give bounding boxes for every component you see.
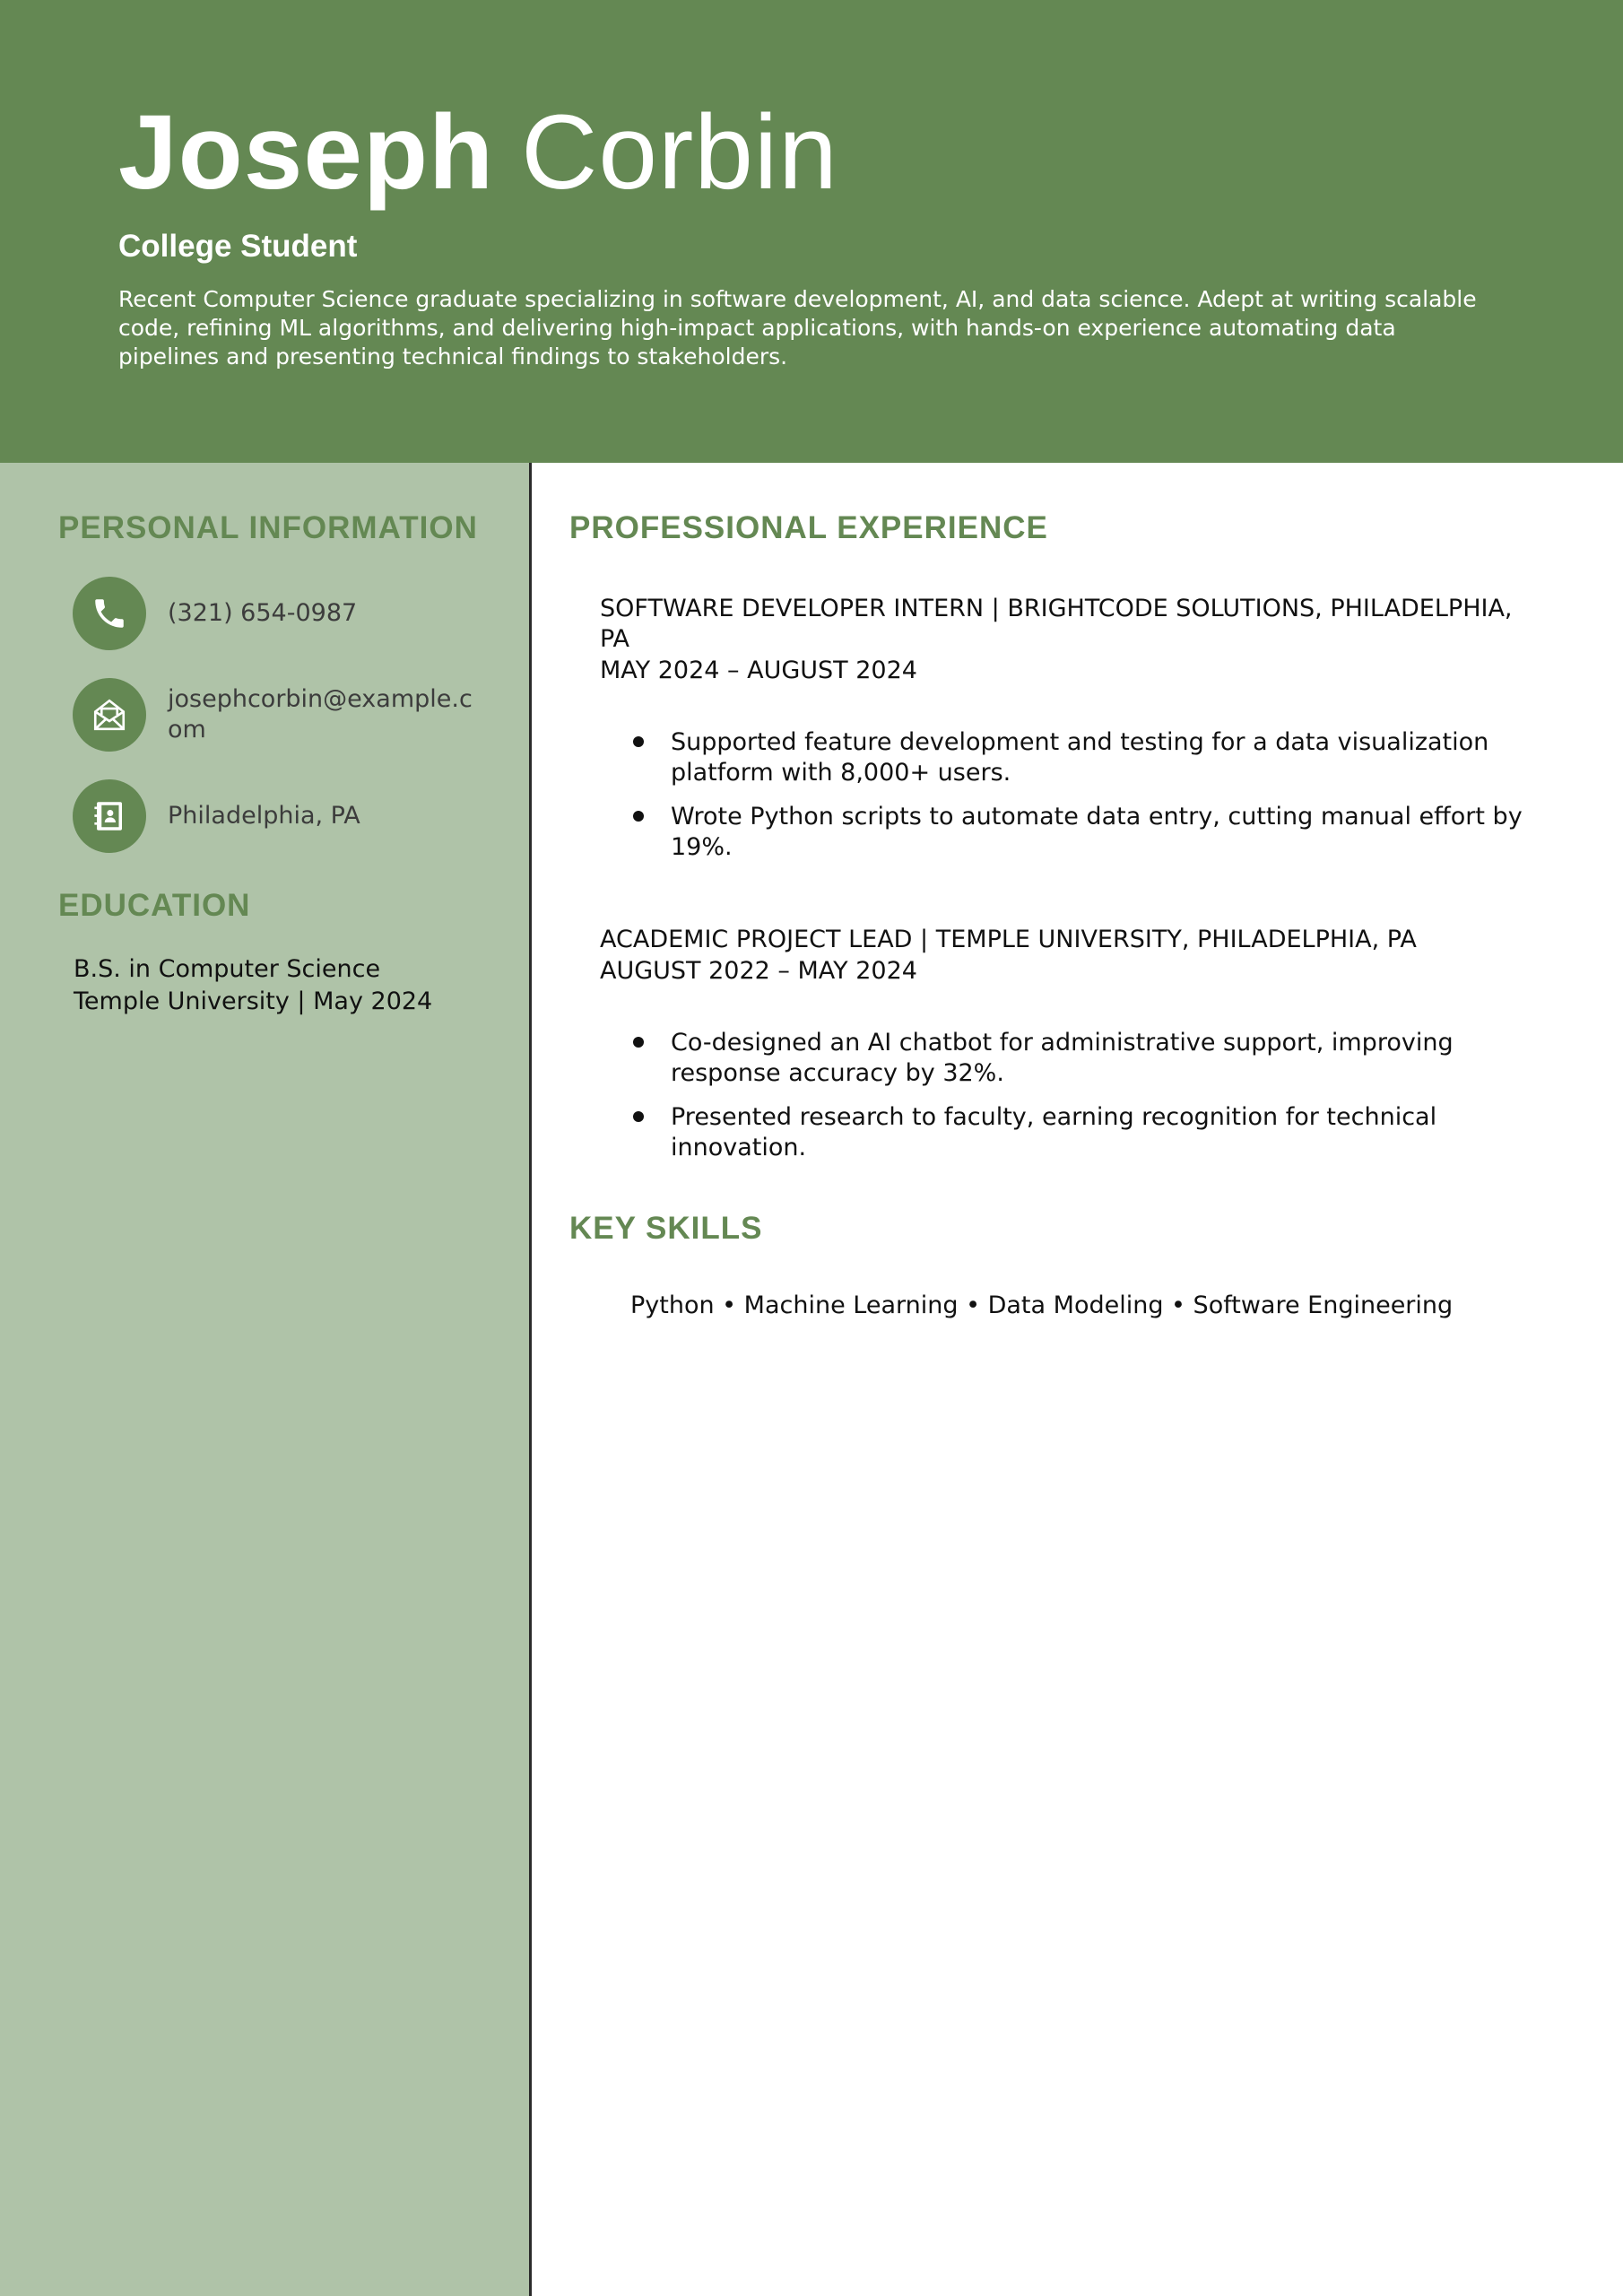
skills-list: Python • Machine Learning • Data Modeling • Software Engineering — [630, 1292, 1454, 1319]
envelope-icon — [73, 678, 146, 752]
job-dates-1: MAY 2024 – AUGUST 2024 — [600, 657, 917, 684]
bullet-dot — [633, 736, 644, 747]
degree-text: B.S. in Computer Science — [74, 955, 381, 983]
education-heading: EDUCATION — [58, 888, 251, 923]
personal-info-heading: PERSONAL INFORMATION — [58, 510, 478, 545]
candidate-name — [118, 90, 838, 215]
location-text: Philadelphia, PA — [168, 802, 360, 830]
first-name: Joseph — [118, 93, 495, 212]
address-book-icon — [73, 779, 146, 853]
bullet-dot — [633, 1111, 644, 1122]
contact-location — [73, 779, 503, 853]
job-2-bullet-1: Co-designed an AI chatbot for administrative support, improving response accuracy by 32%. — [671, 1029, 1454, 1087]
contact-email — [73, 678, 503, 752]
job-1-bullet-2: Wrote Python scripts to automate data entry, cutting manual effort by 19%. — [671, 803, 1523, 861]
last-name: Corbin — [521, 93, 838, 212]
summary-text: Recent Computer Science graduate specializing in software development, AI, and data science. Adept at writing scalable code, refining ML algorithms, and delivering high-impact applications, with hands-on experience automating data pipelines and presenting technical findings to stakeholders. — [118, 286, 1477, 370]
job-title-2: ACADEMIC PROJECT LEAD | TEMPLE UNIVERSITY, PHILADELPHIA, PA — [600, 926, 1417, 953]
bullet-dot — [633, 811, 644, 822]
job-title-1: SOFTWARE DEVELOPER INTERN | BRIGHTCODE SOLUTIONS, PHILADELPHIA, PA — [600, 595, 1513, 653]
bullet-dot — [633, 1037, 644, 1048]
header-banner — [0, 0, 1623, 463]
experience-heading: PROFESSIONAL EXPERIENCE — [569, 510, 1048, 545]
phone-text: (321) 654-0987 — [168, 599, 358, 627]
column-divider — [529, 463, 532, 2296]
school-text: Temple University | May 2024 — [74, 987, 433, 1015]
job-role: College Student — [118, 229, 358, 264]
email-text[interactable]: josephcorbin@example.com — [168, 685, 473, 744]
skills-heading: KEY SKILLS — [569, 1211, 763, 1246]
contact-phone — [73, 577, 503, 650]
job-1-bullet-1: Supported feature development and testing for a data visualization platform with 8,000+ users. — [671, 728, 1489, 787]
job-dates-2: AUGUST 2022 – MAY 2024 — [600, 957, 917, 985]
phone-icon — [73, 577, 146, 650]
job-2-bullet-2: Presented research to faculty, earning recognition for technical innovation. — [671, 1103, 1437, 1161]
